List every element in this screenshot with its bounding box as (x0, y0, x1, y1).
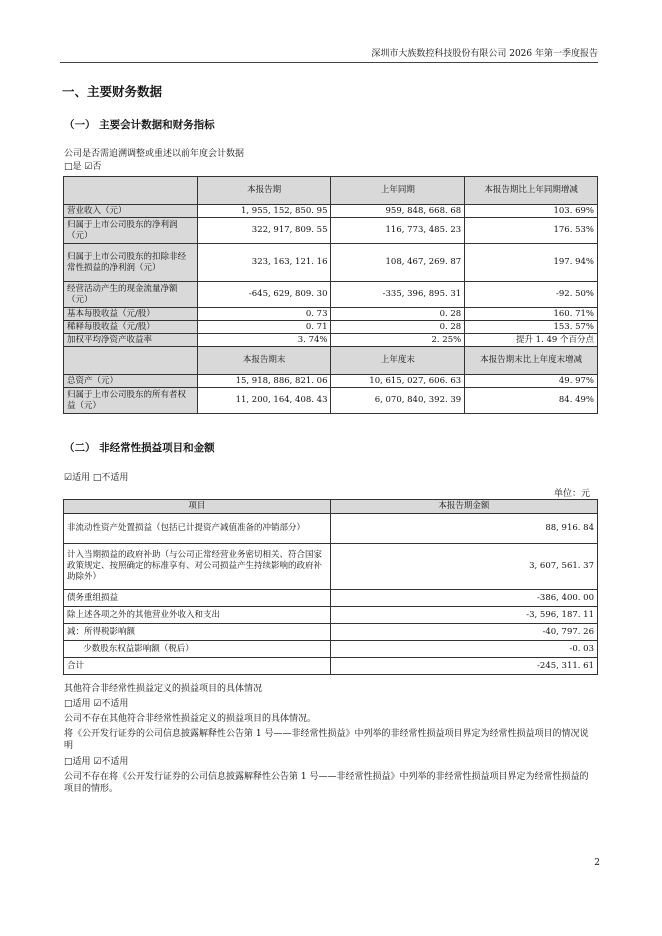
other-items-options: □适用 ☑不适用 (64, 699, 129, 709)
other-items-note: 其他符合非经常性损益定义的损益项目的具体情况 (64, 684, 263, 694)
item-label: 非流动性资产处置损益（包括已计提资产减值准备的冲销部分） (64, 514, 331, 544)
unit-label: 单位：元 (553, 489, 590, 499)
table-row (64, 590, 598, 607)
table-row (64, 624, 598, 641)
current-period-value: 1, 955, 152, 850. 95 (197, 205, 331, 218)
restatement-question: 公司是否需追溯调整或重述以前年度会计数据 (64, 149, 245, 159)
table-row (64, 205, 598, 218)
change-value: 提升 1. 49 个百分点 (465, 334, 598, 347)
table-row (64, 308, 598, 321)
table-row (64, 334, 598, 347)
current-period-value: 3. 74% (197, 334, 331, 347)
current-period-value: -645, 629, 809. 30 (197, 282, 331, 308)
table-header-cell: 本报告期比上年同期增减 (465, 177, 598, 205)
change-value: -92. 50% (465, 282, 598, 308)
table-row (64, 244, 598, 282)
prior-year-end-value: 10, 615, 027, 606. 63 (331, 375, 465, 388)
item-label: 合计 (64, 658, 331, 675)
table-row (64, 282, 598, 308)
current-period-value: 323, 163, 121. 16 (197, 244, 331, 282)
non-recurring-table (63, 499, 598, 675)
period-end-value: 15, 918, 886, 821. 06 (197, 375, 331, 388)
item-label: 除上述各项之外的其他营业外收入和支出 (64, 607, 331, 624)
restatement-options: □是 ☑否 (64, 162, 102, 172)
prior-period-value: -335, 396, 895. 31 (331, 282, 465, 308)
item-label: 少数股东权益影响额（税后） (64, 641, 331, 658)
other-items-statement: 公司不存在其他符合非经常性损益定义的损益项目的具体情况。 (64, 714, 317, 724)
period-end-value: 11, 200, 164, 408. 43 (197, 388, 331, 414)
table-header-cell: 项目 (64, 500, 331, 514)
table-header-cell: 上年同期 (331, 177, 465, 205)
change-value: 84. 49% (465, 388, 598, 414)
table-row (64, 375, 598, 388)
item-amount: -245, 311. 61 (330, 658, 597, 675)
reclassification-statement: 公司不存在将《公开发行证券的公司信息披露解释性公告第 1 号——非经常性损益》中列举的非经常性损益项目界定为经常性损益的项目的情形。 (64, 772, 589, 794)
page-number: 2 (594, 858, 600, 868)
table-row (64, 514, 598, 544)
table-header-cell: 本报告期 (197, 177, 331, 205)
table-header-row (64, 347, 598, 375)
row-label: 基本每股收益（元/股） (64, 308, 198, 321)
current-period-value: 0. 71 (197, 321, 331, 334)
table-header-cell: 本报告期金额 (330, 500, 597, 514)
item-amount: -0. 03 (330, 641, 597, 658)
change-value: 160. 71% (465, 308, 598, 321)
row-label: 营业收入（元） (64, 205, 198, 218)
change-value: 49. 97% (465, 375, 598, 388)
row-label: 经营活动产生的现金流量净额（元） (64, 282, 198, 308)
row-label: 归属于上市公司股东的所有者权益（元） (64, 388, 198, 414)
table-header-cell: 上年度末 (331, 347, 465, 375)
table-row (64, 607, 598, 624)
table-row (64, 641, 598, 658)
change-value: 176. 53% (465, 218, 598, 244)
table-header-cell (64, 347, 198, 375)
prior-period-value: 108, 467, 269. 87 (331, 244, 465, 282)
item-amount: -3, 596, 187. 11 (330, 607, 597, 624)
row-label: 总资产（元） (64, 375, 198, 388)
row-label: 稀释每股收益（元/股） (64, 321, 198, 334)
table-header-cell (64, 177, 198, 205)
report-header: 深圳市大族数控科技股份有限公司 2026 年第一季度报告 (371, 49, 598, 59)
current-period-value: 0. 73 (197, 308, 331, 321)
item-amount: -40, 797. 26 (330, 624, 597, 641)
row-label: 归属于上市公司股东的净利润（元） (64, 218, 198, 244)
current-period-value: 322, 917, 809. 55 (197, 218, 331, 244)
item-label: 减：所得税影响额 (64, 624, 331, 641)
item-label: 计入当期损益的政府补助（与公司正常经营业务密切相关、符合国家政策规定、按照确定的标准享有、对公司损益产生持续影响的政府补助除外） (64, 544, 331, 590)
table-header-row (64, 500, 598, 514)
key-financial-table (63, 176, 598, 414)
prior-period-value: 0. 28 (331, 321, 465, 334)
table-row (64, 544, 598, 590)
item-amount: -386, 400. 00 (330, 590, 597, 607)
table-row (64, 658, 598, 675)
section-title-main-financial-data: 一、主要财务数据 (62, 84, 163, 99)
reclassification-note: 将《公开发行证券的公司信息披露解释性公告第 1 号——非经常性损益》中列举的非经常性损益项目界定为经常性损益项目的情况说明 (64, 729, 589, 751)
table-row (64, 321, 598, 334)
table-header-cell: 本报告期末 (197, 347, 331, 375)
table-header-cell: 本报告期末比上年度末增减 (465, 347, 598, 375)
header-divider (60, 62, 598, 63)
change-value: 153. 57% (465, 321, 598, 334)
prior-period-value: 2. 25% (331, 334, 465, 347)
applicability-options: ☑适用 □不适用 (64, 473, 129, 483)
row-label: 归属于上市公司股东的扣除非经常性损益的净利润（元） (64, 244, 198, 282)
subsection-title-key-accounting-data: （一） 主要会计数据和财务指标 (64, 119, 215, 131)
table-row (64, 218, 598, 244)
row-label: 加权平均净资产收益率 (64, 334, 198, 347)
prior-year-end-value: 6, 070, 840, 392. 39 (331, 388, 465, 414)
prior-period-value: 959, 848, 668. 68 (331, 205, 465, 218)
change-value: 197. 94% (465, 244, 598, 282)
item-amount: 88, 916. 84 (330, 514, 597, 544)
item-amount: 3, 607, 561. 37 (330, 544, 597, 590)
change-value: 103. 69% (465, 205, 598, 218)
reclassification-options: □适用 ☑不适用 (64, 757, 129, 767)
prior-period-value: 116, 773, 485. 23 (331, 218, 465, 244)
subsection-title-non-recurring: （二） 非经常性损益项目和金额 (64, 442, 215, 454)
prior-period-value: 0. 28 (331, 308, 465, 321)
table-header-row (64, 177, 598, 205)
table-row (64, 388, 598, 414)
item-label: 债务重组损益 (64, 590, 331, 607)
